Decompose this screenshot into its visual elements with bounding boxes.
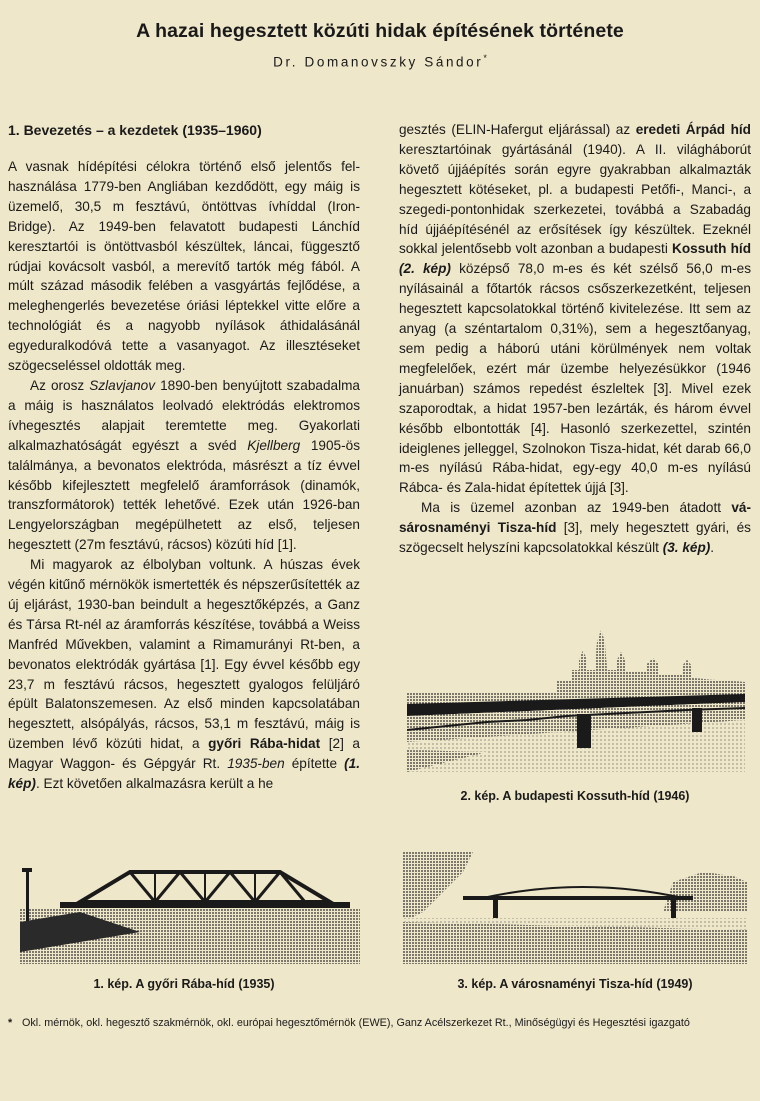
author-line bbox=[0, 53, 760, 70]
text-run: . bbox=[710, 540, 715, 556]
left-column bbox=[8, 120, 360, 794]
figure-ref-3: (3. kép) bbox=[662, 540, 711, 556]
footnote-text: Okl. mérnök, okl. hegesztő szakmérnök, okl. európai hegesztőmérnök (EWE), Ganz Acélszerkezet Rt., Minőségügyi és Hegesztési igazgató bbox=[22, 1017, 690, 1029]
italic-year: 1935-ben bbox=[227, 756, 285, 772]
text-run: 1890-ben benyújtott szabadalma a máig is használatos leolvadó elektródás elektromos ívhegesztés alapjait teremtette meg. Gyakorlati alkalmazhatóságát egyészt a svéd bbox=[8, 377, 360, 453]
section-heading: 1. Bevezetés – a kezdetek (1935–1960) bbox=[8, 122, 262, 138]
text-run: gesztés (ELIN-Hafergut eljárással) az bbox=[399, 122, 636, 137]
footnote-mark: * bbox=[8, 1017, 13, 1029]
tisza-bridge-image bbox=[403, 852, 747, 964]
text-run: építette bbox=[284, 756, 345, 772]
name-slavyanov: Szlavjanov bbox=[89, 377, 156, 393]
bold-raba-bridge: győri Rába-hidat bbox=[208, 736, 321, 752]
figure-tisza-bridge-photo bbox=[403, 852, 747, 964]
figure-2-caption: 2. kép. A budapesti Kossuth-híd (1946) bbox=[460, 789, 690, 803]
paragraph-hungarian-pioneers bbox=[8, 555, 360, 794]
text-run: . Ezt követően alkalmazásra került a he bbox=[35, 776, 274, 792]
text-run: [3], mely hegesztett gyári, és szögecselt helyszíni kapcsolatokkal készült bbox=[399, 520, 751, 556]
text-run: Mi magyarok az élbolyban voltunk. A húszas évek végén kitűnő mérnökök ismertették és népszerűsítették az új eljárást, 1930-ban beindult a hegesztőképzés, a Ganz és Társa Rt-nél az áramforrás készítése, továbbá a Weiss Manfréd Művekben, valamint a Rimamurányi Rt-ben, a bevonatos elektródák gyártása [1]. Egy évvel később egy 23,7 m fesztávú rácsos, hegesztett gyalogos felüljáró épült Balatonszemesen. Az első minden kapcsolatában hegesztett, alsópályás, rácsos, 53,1 m fesztávú, máig is üzemben lévő közúti hidat, a bbox=[8, 557, 360, 752]
right-column bbox=[399, 120, 751, 558]
author-footnote-mark: * bbox=[483, 53, 487, 63]
figure-ref-1: (1. kép) bbox=[8, 756, 360, 792]
bold-kossuth-bridge: Kossuth híd bbox=[672, 241, 751, 257]
figure-kossuth-bridge-photo bbox=[407, 630, 745, 772]
article-title: A hazai hegesztett közúti hidak építésének története bbox=[136, 20, 624, 42]
figure-1-caption: 1. kép. A győri Rába-híd (1935) bbox=[93, 977, 275, 991]
author-name: Dr. Domanovszky Sándor bbox=[273, 54, 484, 70]
kossuth-bridge-image bbox=[407, 630, 745, 772]
figure-3-caption: 3. kép. A városnaményi Tisza-híd (1949) bbox=[457, 977, 693, 991]
bold-arpad-bridge: eredeti Árpád híd bbox=[635, 122, 751, 137]
paragraph-iron-history: A vasnak hídépítési célokra történő első jelentős felhasználása 1779-ben Angliában kezdődött, egy máig is üzemelő, 30,5 m fesztávú, öntöttvas ívhíddal (Iron-Bridge). Az 1949-ben felavatott budapesti Lánchíd keresztartói is öntöttvasból készültek, láncai, függesztő rúdjai kovácsolt vasból, a merevítő tartók még fából. A múlt század második felében a vasgyártás fejlődése, a meleghengerlés bevezetése óriási léptekkel vitte előre a technológiát és a nagyobb nyílások áthidalásánál egyeduralkodóvá tette a vasanyagot. Az illesztéseket szögecseléssel oldották meg. bbox=[8, 159, 360, 374]
author-footnote bbox=[8, 1016, 752, 1031]
paragraph-vasarosnameny bbox=[399, 498, 751, 558]
figure-raba-bridge-photo bbox=[20, 852, 360, 964]
bold-tisza-bridge: vásárosnaményi Tisza-híd bbox=[399, 500, 751, 536]
paragraph-postwar bbox=[399, 120, 751, 498]
text-run: Az orosz bbox=[30, 377, 90, 393]
text-run: [2] a Magyar Waggon- és Gépgyár Rt. bbox=[8, 736, 360, 772]
raba-bridge-image bbox=[20, 852, 360, 964]
text-run: középső 78,0 m-es és két szélső 56,0 m-es nyílásainál a főtartók rácsos csőszerkezetként, teljesen hegesztett kapcsolatokkal történő kivitelezése. Itt sem az anyag (a széntartalom 0,31%), sem a hegesztőanyag, sem pedig a háború utáni körülmények nem voltak megfelelőek, ezért már üzembe helyezésükkor (1946 januárban) számos repedést észleltek [3]. Mivel ezek szaporodtak, a hidat 1957-ben lezárták, és három évvel később elbontották [4]. Hasonló szerkezettel, szintén ideiglenes jelleggel, Szolnokon Tisza-hidat, két darab 66,0 m-es nyílású Rába-hidat, egy-egy 40,0 m-es nyílású Rábca- és Zala-hidat építettek újjá [3]. bbox=[399, 261, 751, 496]
text-run: Ma is üzemel azonban az 1949-ben átadott bbox=[421, 500, 732, 516]
text-run: 1905-ös találmánya, a bevonatos elektróda, másrészt a tíz évvel később kifejlesztett megfelelő áramforrások (dinamók, transzformátorok) tették lehetővé. Ezek után 1926-ban Lengyelországban megépülhetett az első, teljesen hegesztett (27m fesztávú, rácsos) közúti híd [1]. bbox=[8, 437, 360, 553]
figure-ref-2: (2. kép) bbox=[399, 261, 451, 277]
paragraph-arc-welding bbox=[8, 376, 360, 555]
text-run: keresztartóinak gyártásánál (1940). A II. világháborút követő újjáépítés során egyre gyakrabban alkalmazták hegesztett kötéseket, pl. a budapesti Petőfi-, Manci-, a szegedi-pontonhidak szerkezetei, továbbá a Szabadág híd újjáépítésénél az erősítések így készültek. Ezeknél sokkal jelentősebb volt azonban a budapesti bbox=[399, 141, 751, 257]
name-kjellberg: Kjellberg bbox=[247, 437, 301, 453]
